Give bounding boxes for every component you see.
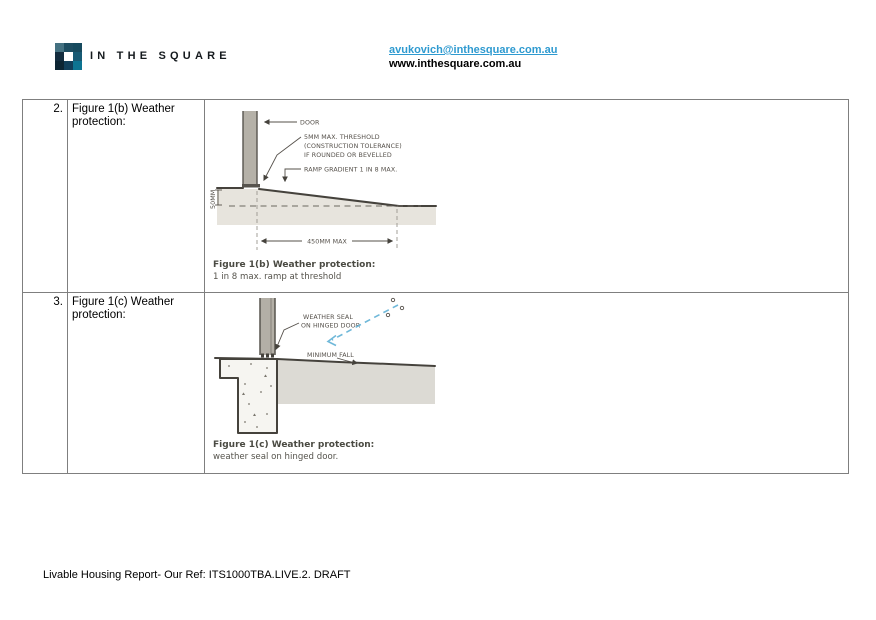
svg-text:ON HINGED DOOR: ON HINGED DOOR [301,322,361,330]
svg-text:(CONSTRUCTION TOLERANCE): (CONSTRUCTION TOLERANCE) [304,143,402,150]
website-text: www.inthesquare.com.au [389,58,522,70]
door-section [260,298,275,358]
svg-text:Figure 1(c) Weather protection: Figure 1(c) Weather protection: [213,440,375,450]
figure-1c-caption [213,440,374,462]
row-number-cell: 2. [23,100,68,293]
svg-text:1 in 8 max. ramp at threshold: 1 in 8 max. ramp at threshold [213,272,342,282]
door-annotation [265,120,320,127]
svg-text:RAMP GRADIENT 1 IN 8 MAX.: RAMP GRADIENT 1 IN 8 MAX. [304,166,398,174]
svg-text:450MM MAX: 450MM MAX [307,238,347,246]
report-table [22,99,849,474]
slab-surface [277,360,435,404]
dimension-450mm [262,239,392,246]
door-section [242,111,260,188]
svg-text:5MM MAX. THRESHOLD: 5MM MAX. THRESHOLD [304,134,380,141]
footer-reference: Livable Housing Report- Our Ref: ITS1000TBA.LIVE.2. DRAFT [43,569,351,581]
dim-50mm-label: 50MM [210,189,217,209]
row-description-cell: Figure 1(c) Weather protection: [68,293,205,474]
figure-1b-caption [213,260,375,282]
svg-text:Figure 1(b) Weather protection: Figure 1(b) Weather protection: [213,260,376,270]
door-label: DOOR [300,119,320,127]
email-link[interactable]: avukovich@inthesquare.com.au [389,44,558,56]
svg-text:MINIMUM FALL: MINIMUM FALL [307,352,354,359]
concrete-footing [220,359,277,433]
table-row [23,293,849,474]
row-figure-cell [205,293,849,474]
figure-1c-diagram [209,296,437,466]
row-number-cell: 3. [23,293,68,474]
company-logo-icon [55,43,82,70]
row-figure-cell [205,100,849,293]
row-description-cell: Figure 1(b) Weather protection: [68,100,205,293]
table-row [23,100,849,293]
ramp-annotation [285,167,397,182]
figure-1b-diagram [209,103,439,285]
svg-text:WEATHER SEAL: WEATHER SEAL [303,314,353,321]
brand-name: IN THE SQUARE [90,50,231,62]
raindrop-icons [386,298,403,316]
contact-block [389,43,557,71]
svg-text:IF ROUNDED OR BEVELLED: IF ROUNDED OR BEVELLED [304,152,392,159]
svg-text:weather seal on hinged door.: weather seal on hinged door. [213,452,339,462]
